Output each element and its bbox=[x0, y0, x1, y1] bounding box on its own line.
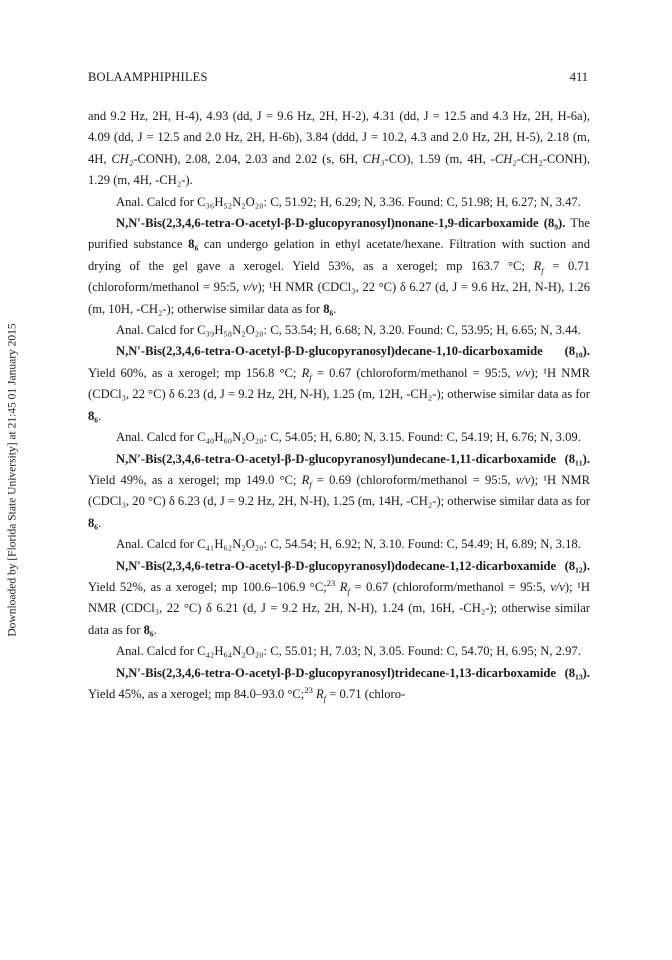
text-italic: v/v bbox=[515, 365, 531, 380]
text-italic: v/v bbox=[550, 579, 565, 594]
text: and 9.2 Hz, 2H, H-4), 4.93 (dd, J = 9.6 Hz, 2H, H-2), 4.31 (dd, J = 12.5 and 4.3 Hz, 2H, H-6a), 4.09 (dd, J = 12.5 and 2.0 Hz, 2H, H-6b), 3.84 (ddd, J = 10.2, 4.3 and 2.0 Hz, 2H, H-5), 2.18 (m, 4H, bbox=[88, 109, 590, 166]
analysis-8-9: Anal. Calcd for C₃₉H₅₈N₂O₂₀: C, 53.54; H, 6.68; N, 3.20. Found: C, 53.95; H, 6.65; N, 3.44. bbox=[116, 323, 581, 338]
text: . bbox=[153, 622, 157, 637]
text: ); ¹H NMR (CDCl₃, 20 °C) δ 6.23 (d, J = 9.2 Hz, 2H, N-H), 1.25 (m, 14H, -CH₂-); otherwise similar data as for bbox=[88, 472, 590, 509]
compound-title: N,N′-Bis(2,3,4,6-tetra-O-acetyl-β-D-glucopyranosyl)nonane-1,9-dicarboxamide (8₉). bbox=[116, 216, 566, 231]
rf-subscript: f bbox=[309, 372, 312, 383]
compound-title: N,N′-Bis(2,3,4,6-tetra-O-acetyl-β-D-glucopyranosyl)tridecane-1,13-dicarboxamide (8₁₃). bbox=[116, 665, 590, 680]
text: The purified substance bbox=[88, 216, 590, 252]
text: . bbox=[333, 301, 337, 316]
text: = 0.71 (chloro- bbox=[326, 686, 406, 701]
article-body bbox=[88, 106, 590, 705]
compound-ref: 8₆ bbox=[143, 622, 154, 637]
compound-ref: 8₆ bbox=[88, 515, 99, 530]
analysis-8-8: Anal. Calcd for C₃₆H₅₂N₂O₂₀: C, 51.92; H, 6.29; N, 3.36. Found: C, 51.98; H, 6.27; N, 3.47. bbox=[116, 194, 581, 209]
page-header bbox=[88, 70, 588, 85]
reference-superscript: 23 bbox=[304, 684, 313, 695]
compound-8-12 bbox=[88, 556, 590, 642]
text: Yield 45%, as a xerogel; mp 84.0–93.0 °C; bbox=[88, 686, 305, 701]
rf-symbol: R bbox=[339, 579, 348, 594]
rf-subscript: f bbox=[309, 479, 312, 490]
compound-ref: 8₆ bbox=[88, 408, 99, 423]
compound-ref: 8₆ bbox=[188, 237, 199, 252]
text: = 0.69 (chloroform/methanol = 95:5, bbox=[311, 472, 516, 487]
text-italic: CH₂ bbox=[494, 151, 517, 166]
compound-title: N,N′-Bis(2,3,4,6-tetra-O-acetyl-β-D-glucopyranosyl)undecane-1,11-dicarboxamide (8₁₁). bbox=[116, 451, 590, 466]
rf-subscript: f bbox=[323, 693, 327, 704]
compound-8-13 bbox=[88, 663, 590, 706]
paragraph-continued bbox=[88, 106, 590, 192]
compound-title: N,N′-Bis(2,3,4,6-tetra-O-acetyl-β-D-glucopyranosyl)decane-1,10-dicarboxamide (8₁₀). bbox=[116, 344, 590, 359]
text: = 0.67 (chloroform/methanol = 95:5, bbox=[311, 365, 516, 380]
rf-symbol: R bbox=[533, 258, 542, 273]
rf-subscript: f bbox=[541, 265, 544, 276]
text: ); ¹H NMR (CDCl₃, 22 °C) δ 6.23 (d, J = 9.2 Hz, 2H, N-H), 1.25 (m, 12H, -CH₂-); otherwise similar data as for bbox=[88, 365, 590, 402]
compound-ref: 8₆ bbox=[323, 301, 334, 316]
reference-superscript: 23 bbox=[326, 577, 336, 588]
rf-symbol: R bbox=[301, 472, 310, 487]
text: ); ¹H NMR (CDCl₃, 22 °C) δ 6.27 (d, J = 9.6 Hz, 2H, N-H), 1.26 (m, 10H, -CH₂-); otherwise similar data as for bbox=[88, 280, 590, 316]
text-italic: CH₂ bbox=[111, 151, 134, 166]
compound-8-9 bbox=[88, 213, 590, 320]
text-italic: v/v bbox=[242, 280, 258, 295]
text-italic: v/v bbox=[515, 472, 531, 487]
compound-8-10 bbox=[88, 341, 590, 427]
text: -CO), 1.59 (m, 4H, - bbox=[384, 151, 495, 166]
text: ); ¹H NMR (CDCl₃, 22 °C) δ 6.21 (d, J = 9.2 Hz, 2H, N-H), 1.24 (m, 16H, -CH₂-); otherwise similar data as for bbox=[88, 579, 590, 637]
text: Yield 49%, as a xerogel; mp 149.0 °C; bbox=[88, 472, 302, 487]
running-title: BOLAAMPHIPHILES bbox=[88, 70, 208, 84]
compound-8-11 bbox=[88, 449, 590, 535]
text: . bbox=[98, 515, 102, 530]
rf-subscript: f bbox=[347, 586, 350, 597]
rf-symbol: R bbox=[315, 686, 324, 701]
text-italic: CH₃ bbox=[362, 151, 385, 166]
analysis-8-10: Anal. Calcd for C₄₀H₆₀N₂O₂₀: C, 54.05; H, 6.80; N, 3.15. Found: C, 54.19; H, 6.76; N, 3.09. bbox=[116, 430, 581, 445]
text: -CONH), 2.08, 2.04, 2.03 and 2.02 (s, 6H, bbox=[133, 151, 363, 166]
text: . bbox=[98, 408, 102, 423]
text: = 0.67 (chloroform/methanol = 95:5, bbox=[349, 579, 551, 594]
text: = 0.71 (chloroform/methanol = 95:5, bbox=[88, 258, 590, 295]
analysis-8-12: Anal. Calcd for C₄₂H₆₄N₂O₂₀: C, 55.01; H, 7.03; N, 3.05. Found: C, 54.70; H, 6.95; N, 2.97. bbox=[116, 644, 581, 659]
text: can undergo gelation in ethyl acetate/hexane. Filtration with suction and drying of the gel gave a xerogel. Yield 53%, as a xerogel; mp 163.7 °C; bbox=[88, 237, 590, 273]
rf-symbol: R bbox=[301, 365, 310, 380]
page-number: 411 bbox=[569, 70, 588, 84]
download-watermark bbox=[2, 50, 24, 910]
text: -CH₂-CONH), 1.29 (m, 4H, -CH₂-). bbox=[88, 151, 590, 188]
download-note: Downloaded by [Florida State University] at 21:45 01 January 2015 bbox=[7, 323, 20, 637]
compound-title: N,N′-Bis(2,3,4,6-tetra-O-acetyl-β-D-glucopyranosyl)dodecane-1,12-dicarboxamide (8₁₂). bbox=[116, 558, 590, 573]
text: Yield 60%, as a xerogel; mp 156.8 °C; bbox=[88, 365, 302, 380]
text: Yield 52%, as a xerogel; mp 100.6–106.9 °C; bbox=[88, 579, 327, 594]
analysis-8-11: Anal. Calcd for C₄₁H₆₂N₂O₂₀: C, 54.54; H, 6.92; N, 3.10. Found: C, 54.49; H, 6.89; N, 3.18. bbox=[116, 537, 581, 552]
